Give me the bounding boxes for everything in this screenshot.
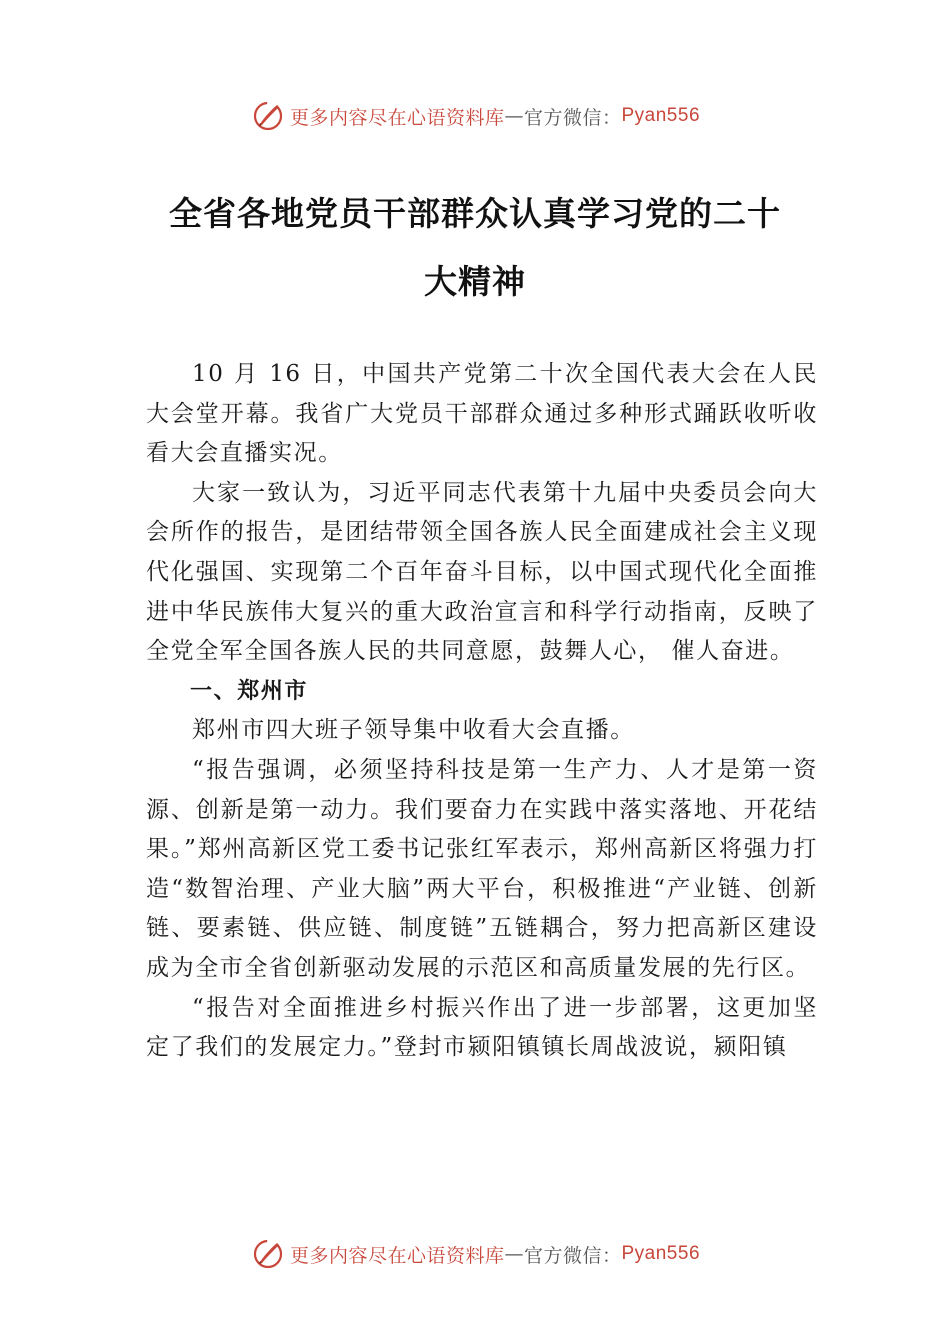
paragraph-opening: 10 月 16 日，中国共产党第二十次全国代表大会在人民大会堂开幕。我省广大党员干部群众通过多种形式踊跃收听收看大会直播实况。 (146, 361, 818, 467)
document-title-line2: 大精神 (424, 262, 526, 301)
banner-dash: — (504, 1243, 524, 1265)
document-body (146, 355, 818, 1068)
banner-wechat-id: Pyan556 (621, 1243, 701, 1264)
paragraph-zhengzhou-hightech: “报告强调，必须坚持科技是第一生产力、人才是第一资源、创新是第一动力。我们要奋力在实践中落实落地、开花结果。”郑州高新区党工委书记张红军表示，郑州高新区将强力打造“数智治理、产业大脑”两大平台，积极推进“产业链、创新链、要素链、供应链、制度链”五链耦合，努力把高新区建设成为全市全省创新驱动发展的示范区和高质量发展的先行区。 (146, 756, 818, 981)
banner-official-text: 官方微信： (523, 106, 622, 129)
banner-main-text: 更多内容尽在心语资料库 (289, 1244, 505, 1267)
paragraph-consensus: 大家一致认为，习近平同志代表第十九届中央委员会向大会所作的报告，是团结带领全国各族人民全面建成社会主义现代化强国、实现第二个百年奋斗目标，以中国式现代化全面推进中华民族伟大复兴的重大政治宣言和科学行动指南，反映了全党全军全国各族人民的共同意愿，鼓舞人心， 催人奋进。 (146, 479, 818, 665)
paragraph-zhengzhou-leaders: 郑州市四大班子领导集中收看大会直播。 (192, 717, 635, 744)
document-title-line1: 全省各地党员干部群众认真学习党的二十 (169, 194, 781, 233)
header-watermark-banner (0, 96, 950, 136)
section-heading-zhengzhou: 一、郑州市 (190, 678, 309, 704)
footer-watermark-banner (0, 1234, 950, 1274)
brush-pen-logo-icon (250, 98, 286, 134)
banner-main-text: 更多内容尽在心语资料库 (289, 106, 505, 129)
brush-pen-logo-icon (250, 1236, 286, 1272)
banner-wechat-id: Pyan556 (621, 105, 701, 126)
paragraph-dengfeng-yingyang: “报告对全面推进乡村振兴作出了进一步部署，这更加坚定了我们的发展定力。”登封市颍阳镇镇长周战波说，颍阳镇 (146, 994, 818, 1061)
banner-dash: — (504, 105, 524, 127)
banner-official-text: 官方微信： (523, 1244, 622, 1267)
